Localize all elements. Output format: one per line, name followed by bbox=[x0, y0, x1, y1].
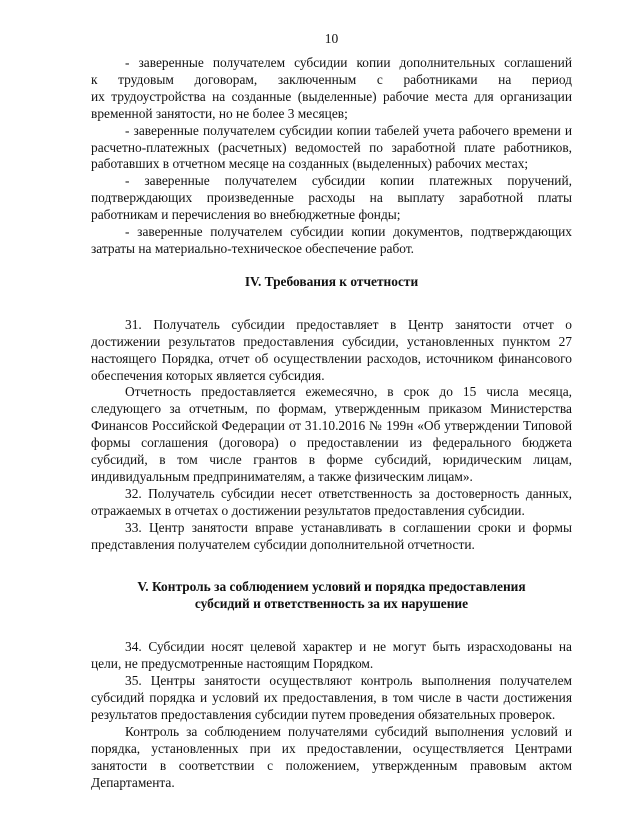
document-body bbox=[91, 55, 572, 791]
list-item-agreements-line-1: - заверенные получателем субсидии копии дополнительных соглашений bbox=[125, 55, 572, 70]
page-number: 10 bbox=[324, 31, 339, 46]
section-4-heading: IV. Требования к отчетности bbox=[244, 273, 419, 289]
section-5-heading-line-2: субсидий и ответственность за их нарушение bbox=[194, 596, 469, 612]
paragraph-31: 31. Получатель субсидии предоставляет в Центр занятости отчет о достижении результатов предоставления субсидии, установленных пунктом 27 настоящего Порядка, отчет об осуществлении расходов, источником финансового обеспечения которых является субсидия. bbox=[91, 316, 572, 383]
list-item-timesheets: - заверенные получателем субсидии копии табелей учета рабочего времени и расчетно-платежных (расчетных) ведомостей по заработной плате работников, работавших в отчетном месяце на созданных (выделенных) рабочих местах; bbox=[91, 122, 572, 172]
paragraph-35: 35. Центры занятости осуществляют контроль выполнения получателем субсидий порядка и условий их предоставления, в том числе в части достижения результатов предоставления субсидии путем проведения обязательных проверок. bbox=[91, 673, 572, 722]
paragraph-32: 32. Получатель субсидии несет ответственность за достоверность данных, отражаемых в отчетах о достижении результатов предоставления субсидии. bbox=[91, 485, 572, 518]
list-item-material-costs: - заверенные получателем субсидии копии документов, подтверждающих затраты на материально-техническое обеспечение работ. bbox=[91, 224, 572, 256]
list-item-agreements-line-2: к трудовым договорам, заключенным с работниками на период bbox=[91, 71, 572, 87]
section-5-heading-line-1: V. Контроль за соблюдением условий и порядка предоставления bbox=[137, 579, 526, 595]
paragraph-35-continuation: Контроль за соблюдением получателями субсидий выполнения условий и порядка, установленных при их предоставлении, осуществляется Центрами занятости в соответствии с положением, утвержденным правовым актом Департамента. bbox=[91, 723, 572, 790]
list-item-agreements-rest: их трудоустройства на созданные (выделенные) рабочие места для организации временной занятости, но не более 3 месяцев; bbox=[91, 88, 572, 121]
paragraph-31-continuation: Отчетность предоставляется ежемесячно, в срок до 15 числа месяца, следующего за отчетным, по формам, утвержденным приказом Министерства Финансов Российской Федерации от 31.10.2016 № 199н «Об утверждении Типовой формы соглашения (договора) о предоставлении из федерального бюджета субсидий, в том числе грантов в форме субсидий, юридическим лицам, индивидуальным предпринимателям, а также физическим лицам». bbox=[91, 384, 572, 484]
paragraph-34: 34. Субсидии носят целевой характер и не могут быть израсходованы на цели, не предусмотренные настоящим Порядком. bbox=[91, 639, 572, 672]
list-item-payment-orders: - заверенные получателем субсидии копии платежных поручений, подтверждающих произведенные расходы на выплату заработной платы работникам и перечисления во внебюджетные фонды; bbox=[91, 173, 572, 223]
paragraph-33: 33. Центр занятости вправе устанавливать в соглашении сроки и формы представления получателем субсидии дополнительной отчетности. bbox=[91, 519, 572, 552]
